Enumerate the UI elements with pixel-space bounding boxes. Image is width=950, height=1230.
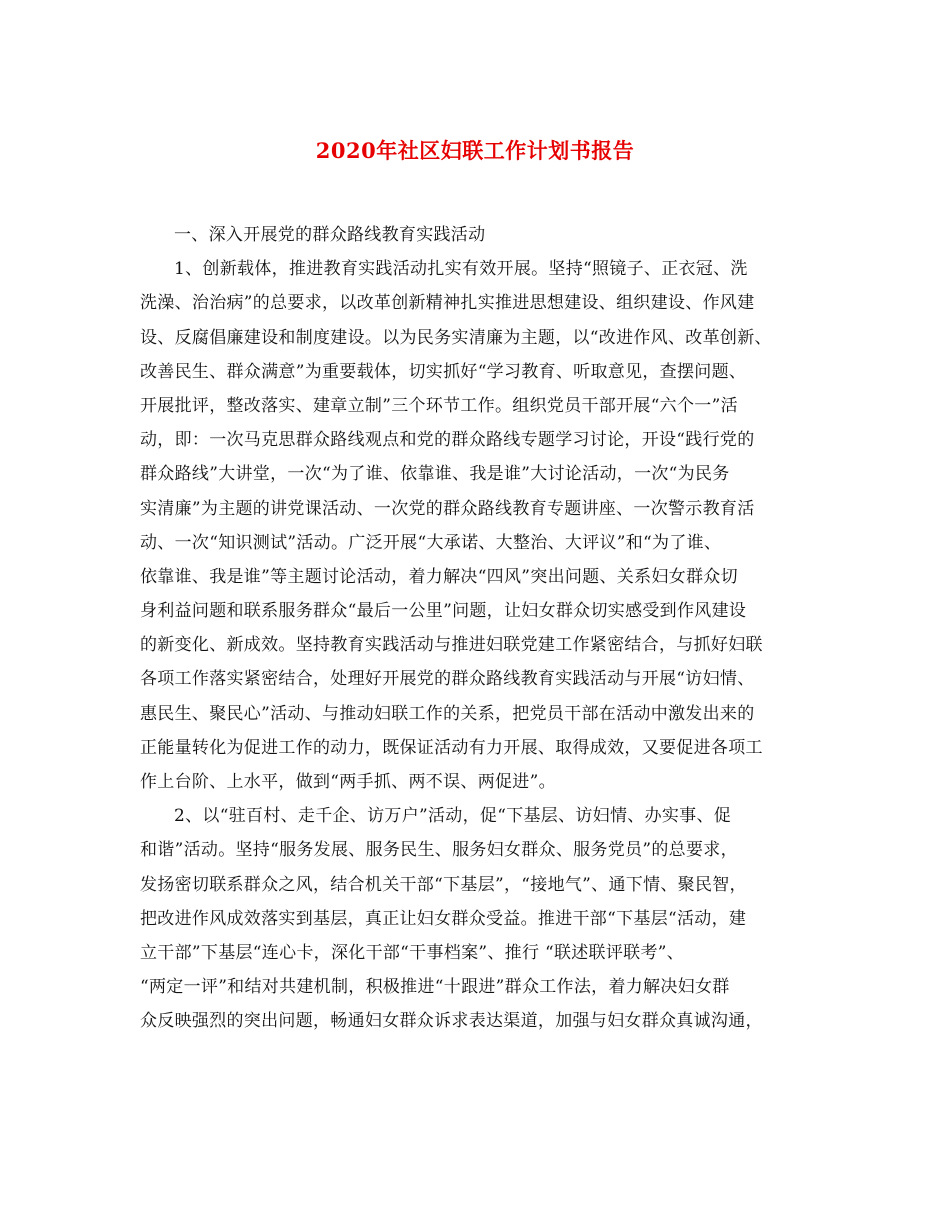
paragraph-start-line: 一、深入开展党的群众路线教育实践活动 [174, 225, 486, 245]
paragraph-line: 立干部”下基层“连心卡，深化干部“干事档案”、推行 “联述联评联考”、 [140, 942, 685, 963]
paragraph-line: 动、一次“知识测试”活动。广泛开展“大承诺、大整治、大评议”和“为了谁、 [140, 532, 722, 553]
paragraph-line: “两定一评”和结对共建机制，积极推进“十跟进”群众工作法，着力解决妇女群 [140, 977, 730, 998]
paragraph-line: 众反映强烈的突出问题，畅通妇女群众诉求表达渠道，加强与妇女群众真诚沟通， [140, 1011, 763, 1032]
paragraph-line: 设、反腐倡廉建设和制度建设。以为民务实清廉为主题，以“改进作风、改革创新、 [140, 327, 772, 348]
paragraph-start-line: 1、创新载体，推进教育实践活动扎实有效开展。坚持“照镜子、正衣冠、洗 [174, 259, 748, 280]
paragraph-line: 把改进作风成效落实到基层，真正让妇女群众受益。推进干部“下基层“活动，建 [140, 908, 747, 929]
paragraph-line: 和谐”活动。坚持“服务发展、服务民生、服务妇女群众、服务党员”的总要求， [140, 840, 738, 861]
paragraph-line: 作上台阶、上水平，做到“两手抓、两不误、两促进”。 [140, 772, 556, 792]
paragraph-line: 的新变化、新成效。坚持教育实践活动与推进妇联党建工作紧密结合，与抓好妇联 [140, 635, 763, 656]
paragraph-line: 正能量转化为促进工作的动力，既保证活动有力开展、取得成效，又要促进各项工 [140, 737, 763, 758]
paragraph-line: 动，即：一次马克思群众路线观点和党的群众路线专题学习讨论，开设“践行党的 [140, 430, 755, 451]
document-body [140, 218, 820, 1039]
paragraph-line: 发扬密切联系群众之风，结合机关干部“下基层”，“接地气”、通下情、聚民智， [140, 874, 747, 895]
paragraph-start-line: 2、以“驻百村、走千企、访万户”活动，促“下基层、访妇情、办实事、促 [174, 806, 732, 827]
paragraph-line: 洗澡、治治病”的总要求，以改革创新精神扎实推进思想建设、组织建设、作风建 [140, 293, 755, 314]
paragraph-line: 各项工作落实紧密结合，处理好开展党的群众路线教育实践活动与开展“访妇情、 [140, 669, 755, 690]
paragraph-line: 开展批评，整改落实、建章立制”三个环节工作。组织党员干部开展“六个一”活 [140, 395, 738, 416]
paragraph-line: 惠民生、聚民心”活动、与推动妇联工作的关系，把党员干部在活动中激发出来的 [140, 703, 755, 724]
paragraph-line: 依靠谁、我是谁”等主题讨论活动，着力解决“四风”突出问题、关系妇女群众切 [140, 566, 738, 587]
document-title: 2020年社区妇联工作计划书报告 [315, 138, 635, 163]
paragraph-line: 实清廉”为主题的讲党课活动、一次党的群众路线教育专题讲座、一次警示教育活 [140, 498, 755, 519]
paragraph-line: 改善民生、群众满意”为重要载体，切实抓好“学习教育、听取意见，查摆问题、 [140, 361, 747, 382]
paragraph-line: 身利益问题和联系服务群众“最后一公里”问题，让妇女群众切实感受到作风建设 [140, 601, 747, 622]
paragraph-line: 群众路线”大讲堂，一次“为了谁、依靠谁、我是谁”大讨论活动，一次“为民务 [140, 464, 730, 485]
